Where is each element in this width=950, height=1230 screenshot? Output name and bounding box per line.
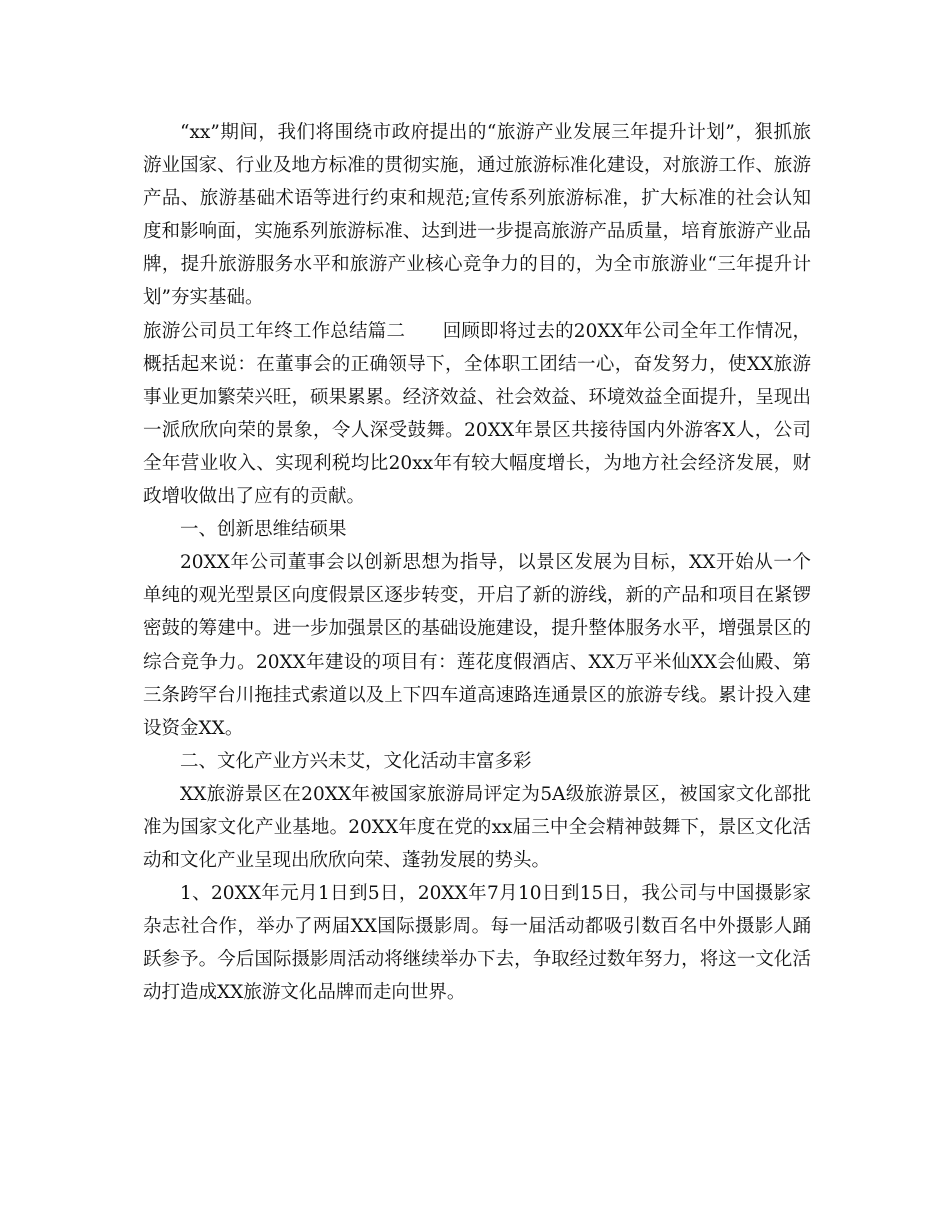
paragraph-intro: “xx”期间，我们将围绕市政府提出的“旅游产业发展三年提升计划”，狠抓旅游业国家、行业及地方标准的贯彻实施，通过旅游标准化建设，对旅游工作、旅游产品、旅游基础术语等进行约束和规范;宣传系列旅游标准，扩大标准的社会认知度和影响面，实施系列旅游标准、达到进一步提高旅游产品质量，培育旅游产业品牌，提升旅游服务水平和旅游产业核心竞争力的目的，为全市旅游业“三年提升计划”夯实基础。	[143, 122, 811, 309]
paragraph-summary-heading: 旅游公司员工年终工作总结篇二 回顾即将过去的20XX年公司全年工作情况，概括起来说：在董事会的正确领导下，全体职工团结一心，奋发努力，使XX旅游事业更加繁荣兴旺，硕果累累。经济效益、社会效益、环境效益全面提升，呈现出一派欣欣向荣的景象，令人深受鼓舞。20XX年景区共接待国内外游客X人，公司全年营业收入、实现利税均比20xx年有较大幅度增长，为地方社会经济发展，财政增收做出了应有的贡献。	[143, 320, 811, 508]
paragraph-innovation: 20XX年公司董事会以创新思想为指导，以景区发展为目标，XX开始从一个单纯的观光型景区向度假景区逐步转变，开启了新的游线，新的产品和项目在紧锣密鼓的筹建中。进一步加强景区的基础设施建设，提升整体服务水平，增强景区的综合竞争力。20XX年建设的项目有：莲花度假酒店、XX万平米仙XX会仙殿、第三条跨罕台川拖挂式索道以及上下四车道高速路连通景区的旅游专线。累计投入建设资金XX。	[143, 552, 811, 739]
document-body	[143, 116, 811, 1010]
paragraph-photography-week: 1、20XX年元月1日到5日，20XX年7月10日到15日，我公司与中国摄影家杂志社合作，举办了两届XX国际摄影周。每一届活动都吸引数百名中外摄影人踊跃参予。今后国际摄影周活动将继续举办下去，争取经过数年努力，将这一文化活动打造成XX旅游文化品牌而走向世界。	[143, 883, 811, 1004]
paragraph-culture: XX旅游景区在20XX年被国家旅游局评定为5A级旅游景区，被国家文化部批准为国家文化产业基地。20XX年度在党的xx届三中全会精神鼓舞下，景区文化活动和文化产业呈现出欣欣向荣、蓬勃发展的势头。	[143, 783, 811, 872]
section-heading-culture: 二、文化产业方兴未艾，文化活动丰富多彩	[180, 750, 532, 772]
section-heading-innovation: 一、创新思维结硕果	[180, 519, 347, 541]
